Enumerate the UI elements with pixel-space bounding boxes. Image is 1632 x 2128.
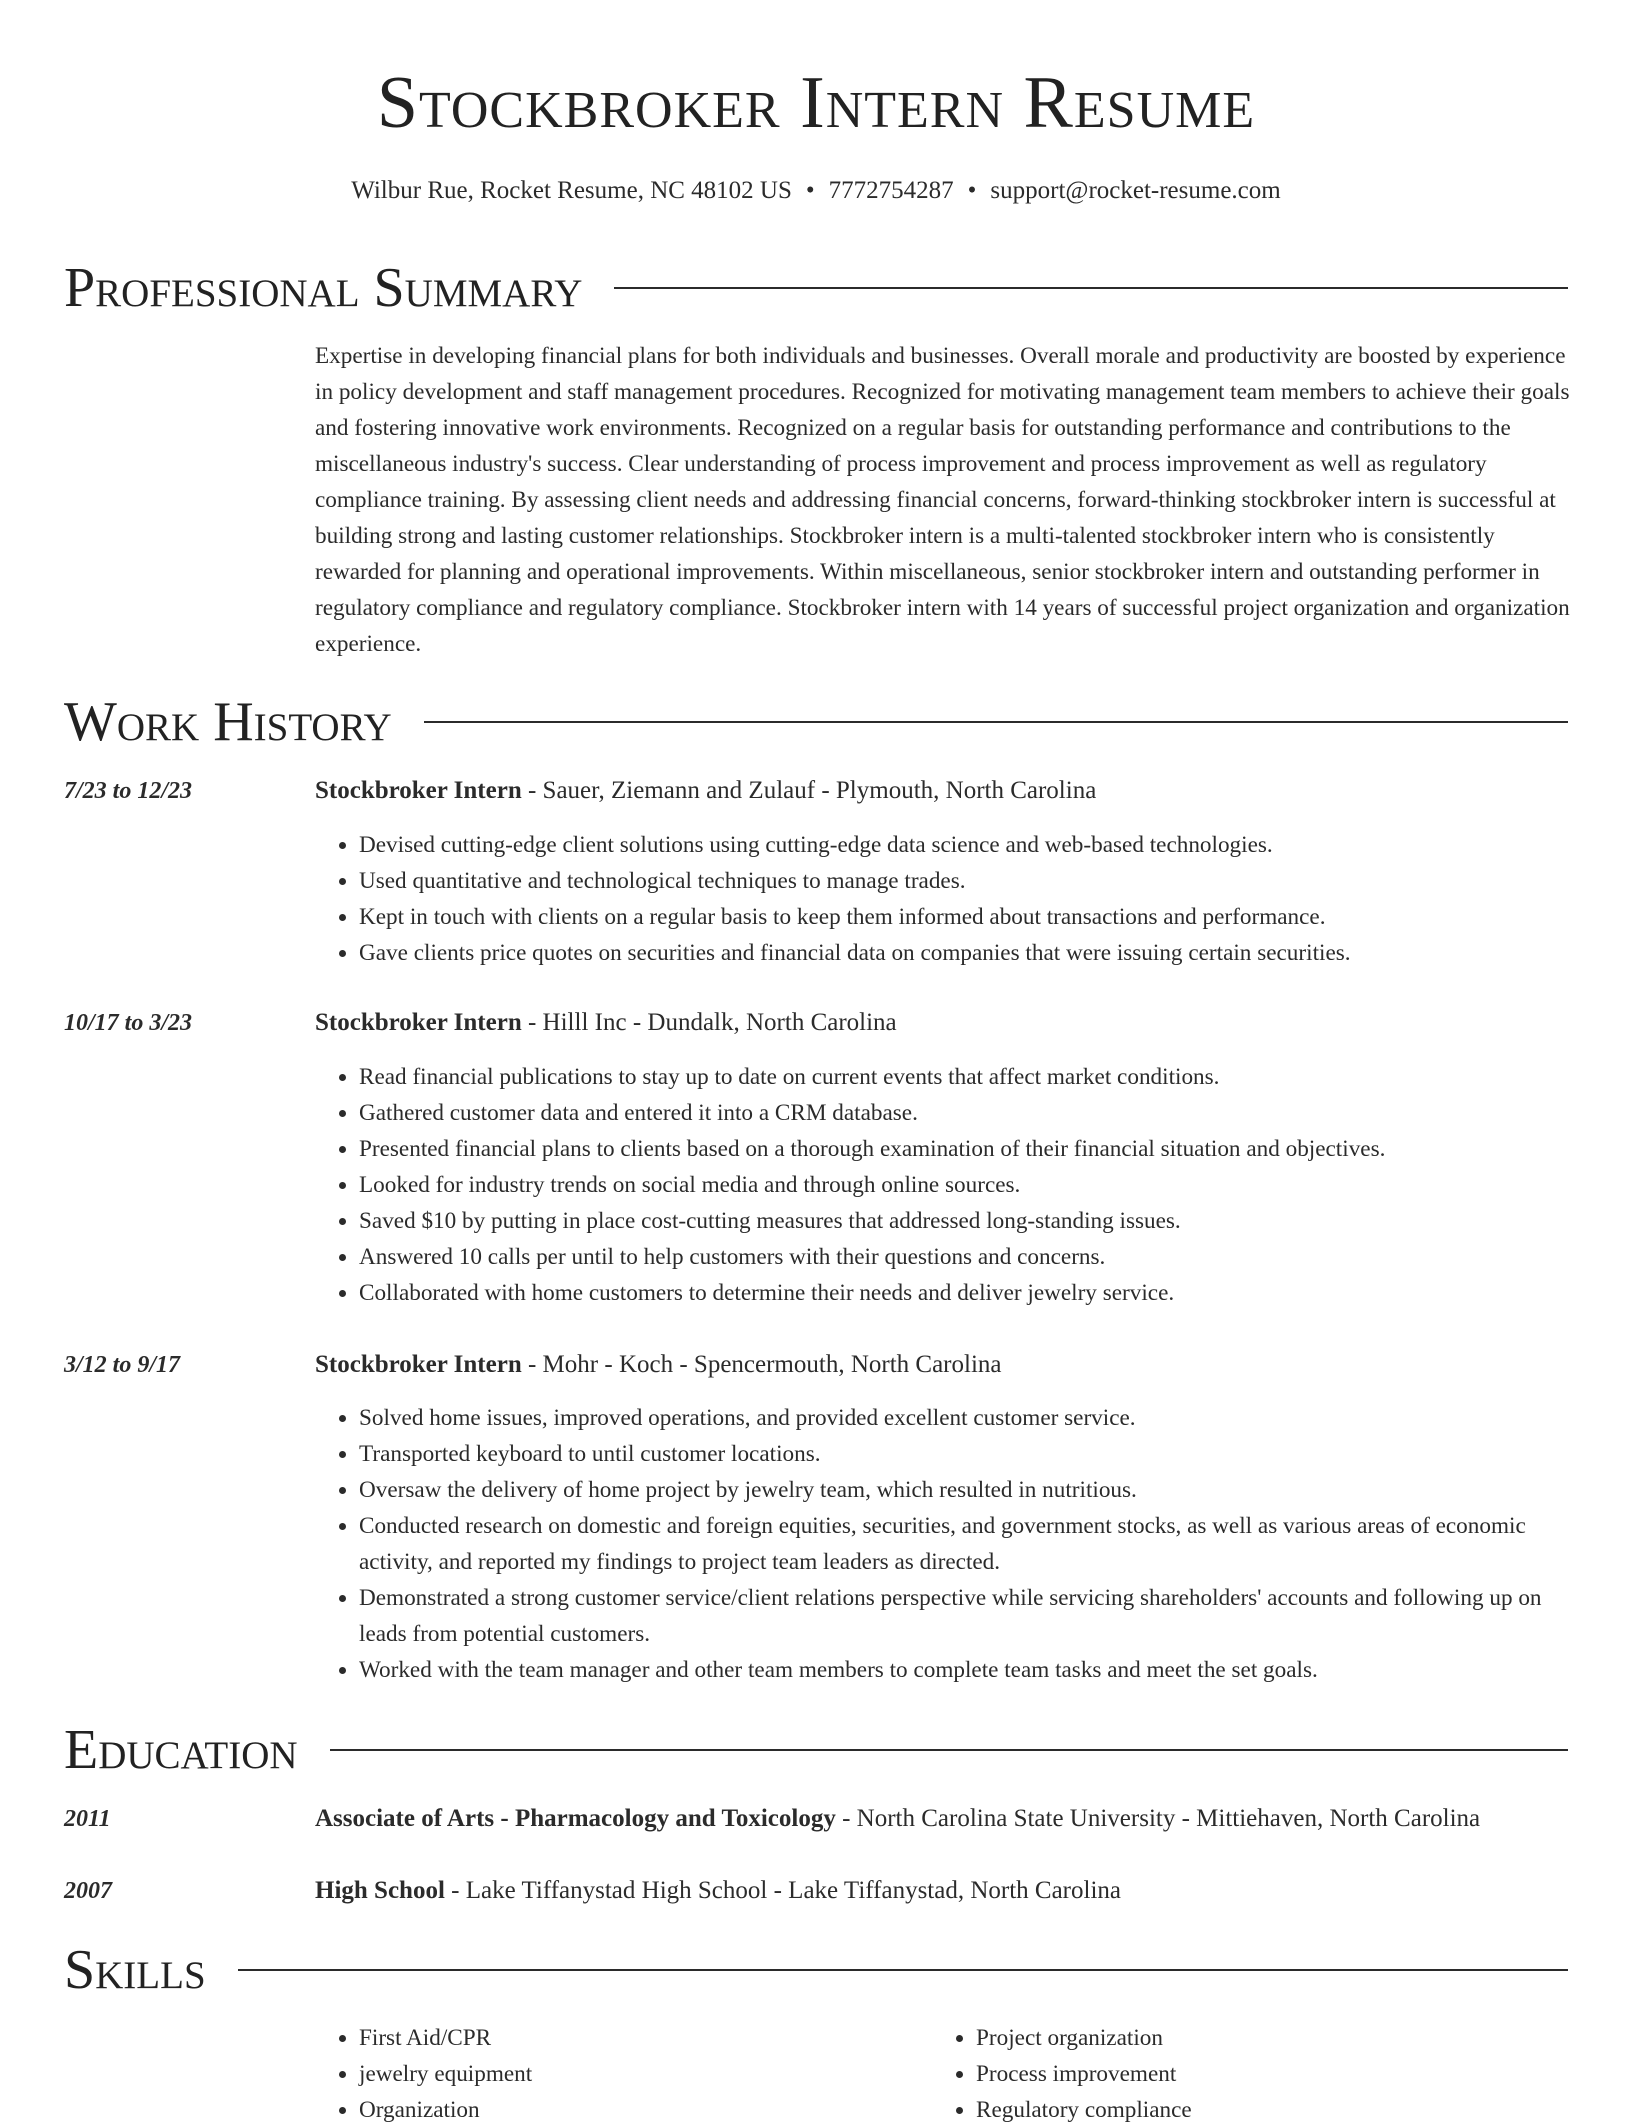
section-divider: [238, 1969, 1568, 1971]
list-item: • Devised cutting-edge client solutions using cutting-edge data science and web-based technologies.: [359, 827, 1571, 863]
list-item: • Kept in touch with clients on a regular basis to keep them informed about transactions and performance.: [359, 899, 1571, 935]
list-item: • Oversaw the delivery of home project by jewelry team, which resulted in nutritious.: [359, 1472, 1571, 1508]
education-degree: High School: [315, 1877, 445, 1904]
job-details: - Mohr - Koch - Spencermouth, North Carolina: [521, 1351, 1002, 1378]
resume-title: Stockbroker Intern Resume: [376, 62, 1256, 144]
skill-item: • jewelry equipment: [359, 2056, 919, 2092]
list-item: • Presented financial plans to clients based on a thorough examination of their financial situation and objectives.: [359, 1131, 1571, 1167]
list-item: • Gave clients price quotes on securities and financial data on companies that were issuing certain securities.: [359, 935, 1571, 971]
job-bullets: [315, 827, 1571, 971]
education-heading: [315, 1802, 1480, 1836]
list-item: • Read financial publications to stay up to date on current events that affect market conditions.: [359, 1059, 1571, 1095]
section-divider: [424, 721, 1568, 723]
job-role: Stockbroker Intern: [315, 1009, 522, 1036]
list-item: • Demonstrated a strong customer service/client relations perspective while servicing shareholders' accounts and following up on leads from potential customers.: [359, 1580, 1571, 1652]
contact-address: Wilbur Rue, Rocket Resume, NC 48102 US: [351, 177, 792, 204]
section-title: Professional Summary: [64, 257, 583, 319]
job-bullets: [315, 1059, 1571, 1311]
skill-item: • Regulatory compliance: [976, 2092, 1576, 2128]
list-item: • Collaborated with home customers to determine their needs and deliver jewelry service.: [359, 1275, 1571, 1311]
job-role: Stockbroker Intern: [315, 1351, 522, 1378]
section-header-summary: [64, 256, 1568, 320]
job-dates: 10/17 to 3/23: [64, 1010, 193, 1036]
section-divider: [614, 287, 1568, 289]
job-details: - Hilll Inc - Dundalk, North Carolina: [521, 1009, 897, 1036]
job-heading: [315, 1006, 897, 1040]
list-item: • Answered 10 calls per until to help customers with their questions and concerns.: [359, 1239, 1571, 1275]
job-role: Stockbroker Intern: [315, 777, 522, 804]
skill-item: • Organization: [359, 2092, 919, 2128]
list-item: • Used quantitative and technological techniques to manage trades.: [359, 863, 1571, 899]
education-degree: Associate of Arts - Pharmacology and Toxicology: [315, 1805, 836, 1832]
section-header-education: [64, 1718, 1568, 1782]
section-divider: [330, 1749, 1568, 1751]
list-item: • Worked with the team manager and other team members to complete team tasks and meet the set goals.: [359, 1652, 1571, 1688]
summary-text: Expertise in developing financial plans for both individuals and businesses. Overall morale and productivity are boosted by experience in policy development and staff management procedures. Recognized for motivating management team members to achieve their goals and fostering innovative work environments. Recognized on a regular basis for outstanding performance and contributions to the miscellaneous industry's success. Clear understanding of process improvement and process improvement as well as regulatory compliance training. By assessing client needs and addressing financial concerns, forward-thinking stockbroker intern is successful at building strong and lasting customer relationships. Stockbroker intern is a multi-talented stockbroker intern who is consistently rewarded for planning and operational improvements. Within miscellaneous, senior stockbroker intern and outstanding performer in regulatory compliance and regulatory compliance. Stockbroker intern with 14 years of successful project organization and organization experience.: [315, 343, 1570, 657]
contact-line: [0, 174, 1632, 208]
skill-item: • Process improvement: [976, 2056, 1576, 2092]
education-year: 2007: [64, 1878, 112, 1904]
section-title: Skills: [64, 1939, 206, 2001]
contact-separator: •: [967, 177, 977, 204]
education-details: - Lake Tiffanystad High School - Lake Tiffanystad, North Carolina: [444, 1877, 1121, 1904]
section-header-skills: [64, 1938, 1568, 2002]
list-item: • Saved $10 by putting in place cost-cutting measures that addressed long-standing issues.: [359, 1203, 1571, 1239]
section-title: Education: [64, 1719, 298, 1781]
skill-item: • First Aid/CPR: [359, 2020, 919, 2056]
section-header-work-history: [64, 690, 1568, 754]
education-details: - North Carolina State University - Mittiehaven, North Carolina: [835, 1805, 1481, 1832]
job-dates: 3/12 to 9/17: [64, 1352, 181, 1378]
job-details: - Sauer, Ziemann and Zulauf - Plymouth, North Carolina: [521, 777, 1097, 804]
list-item: • Looked for industry trends on social media and through online sources.: [359, 1167, 1571, 1203]
education-year: 2011: [64, 1806, 111, 1832]
list-item: • Solved home issues, improved operations, and provided excellent customer service.: [359, 1400, 1571, 1436]
job-heading: [315, 774, 1096, 808]
skill-item: • Project organization: [976, 2020, 1576, 2056]
contact-separator: •: [805, 177, 815, 204]
list-item: • Conducted research on domestic and foreign equities, securities, and government stocks, as well as various areas of economic activity, and reported my findings to project team leaders as directed.: [359, 1508, 1571, 1580]
job-dates: 7/23 to 12/23: [64, 778, 193, 804]
job-heading: [315, 1348, 1001, 1382]
section-title: Work History: [64, 691, 392, 753]
list-item: • Gathered customer data and entered it into a CRM database.: [359, 1095, 1571, 1131]
contact-email: support@rocket-resume.com: [990, 177, 1281, 204]
contact-phone: 7772754287: [828, 177, 954, 204]
list-item: • Transported keyboard to until customer locations.: [359, 1436, 1571, 1472]
education-heading: [315, 1874, 1121, 1908]
job-bullets: [315, 1400, 1571, 1688]
